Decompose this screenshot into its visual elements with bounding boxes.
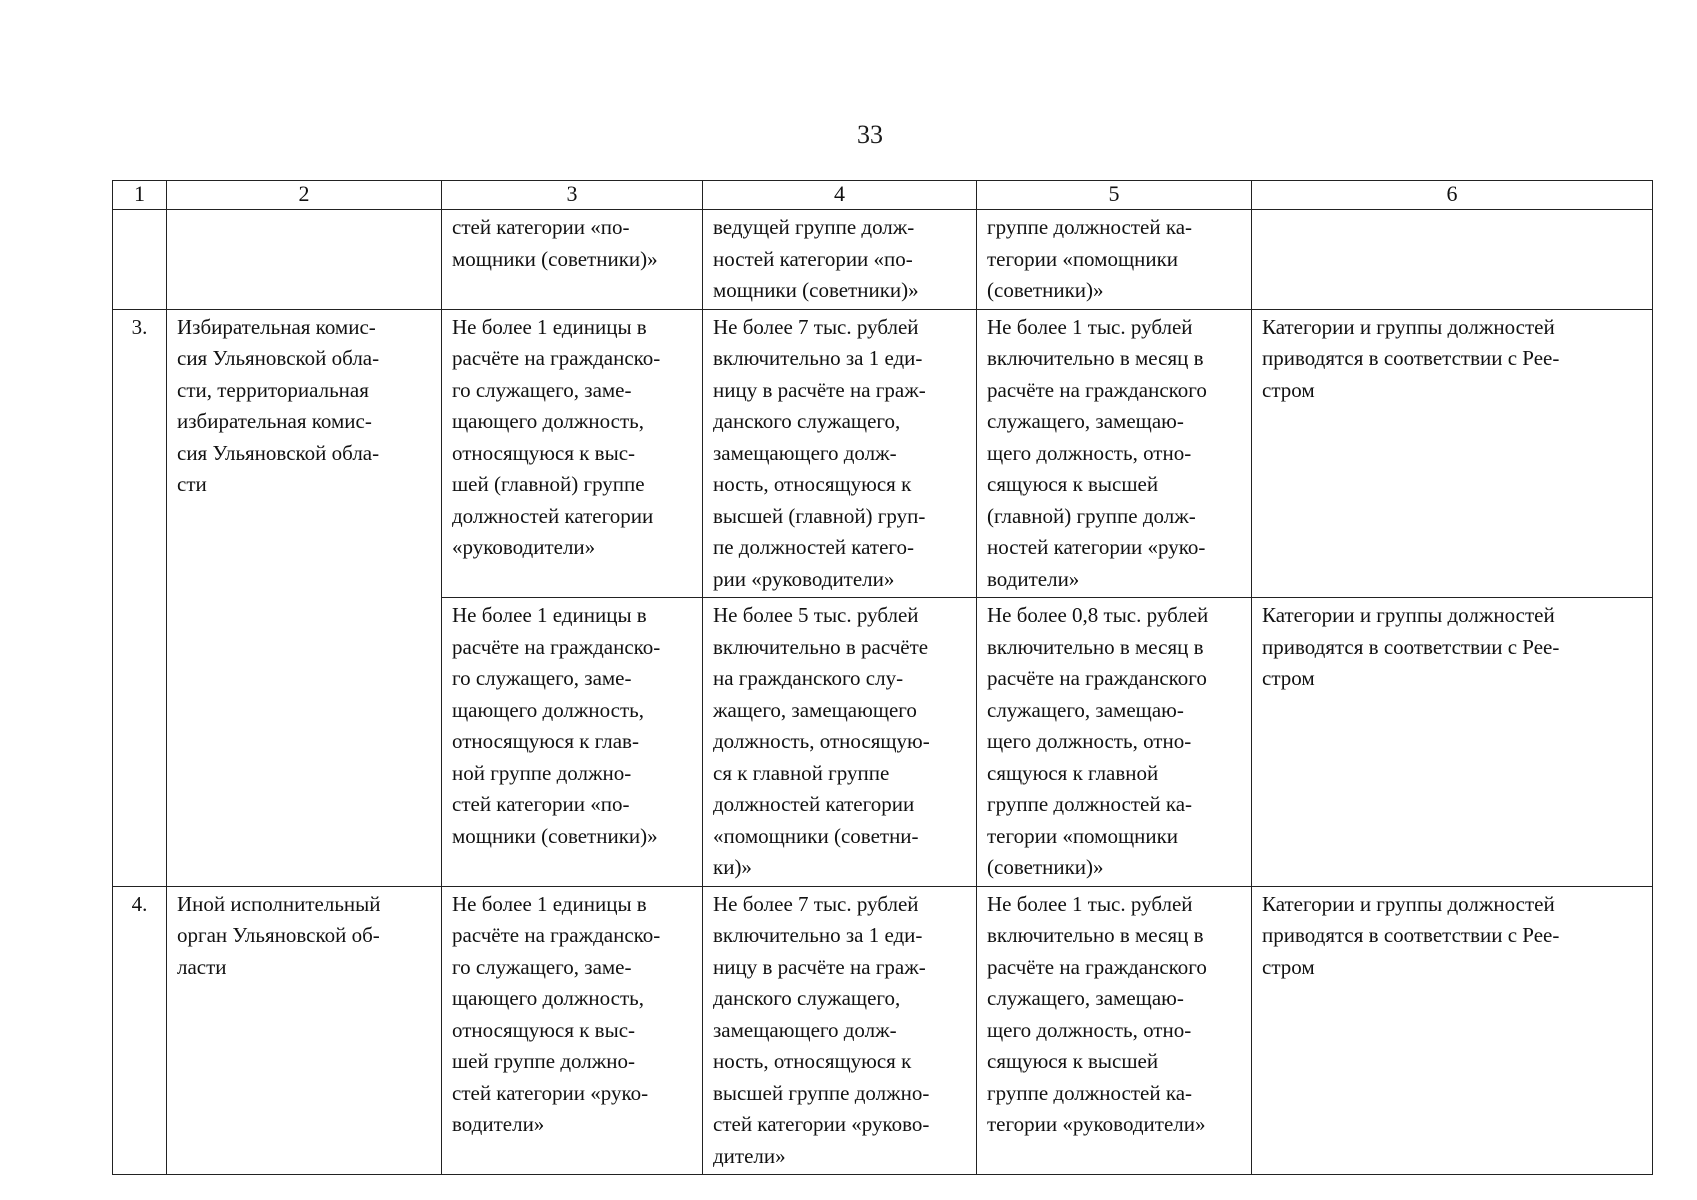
column-header: 2 <box>167 181 442 210</box>
organ-cell: Иной исполнительный орган Ульяновской об- ласти <box>167 886 442 1175</box>
monthly-cost-cell: Не более 0,8 тыс. рублей включительно в месяц в расчёте на гражданского служащего, замещаю- щего должность, отно- сящуюся к главной группе должностей ка- тегории «помощники (советники)» <box>977 598 1252 887</box>
column-header: 4 <box>703 181 977 210</box>
quantity-norm-cell: стей категории «по- мощники (советники)» <box>442 210 703 310</box>
column-header: 5 <box>977 181 1252 210</box>
note-cell <box>1252 210 1653 310</box>
note-cell: Категории и группы должностей приводятся в соответствии с Рее- стром <box>1252 598 1653 887</box>
monthly-cost-cell: Не более 1 тыс. рублей включительно в месяц в расчёте на гражданского служащего, замещаю- щего должность, отно- сящуюся к высшей (главной) группе долж- ностей категории «руко- водители» <box>977 309 1252 598</box>
organ-cell: Избирательная комис- сия Ульяновской обла- сти, территориальная избирательная комис- сия Ульяновской обла- сти <box>167 309 442 886</box>
table-row-3 <box>113 309 1653 598</box>
row-number-cell: 3. <box>113 309 167 886</box>
note-cell: Категории и группы должностей приводятся в соответствии с Рее- стром <box>1252 309 1653 598</box>
price-norm-cell: Не более 5 тыс. рублей включительно в расчёте на гражданского слу- жащего, замещающего должность, относящую- ся к главной группе должностей категории «помощники (советни- ки)» <box>703 598 977 887</box>
norms-table <box>112 180 1653 1175</box>
quantity-norm-cell: Не более 1 единицы в расчёте на гражданско- го служащего, заме- щающего должность, относящуюся к глав- ной группе должно- стей категории «по- мощники (советники)» <box>442 598 703 887</box>
organ-cell <box>167 210 442 310</box>
column-header: 3 <box>442 181 703 210</box>
price-norm-cell: Не более 7 тыс. рублей включительно за 1 еди- ницу в расчёте на граж- данского служащего, замещающего долж- ность, относящуюся к высшей группе должно- стей категории «руково- дители» <box>703 886 977 1175</box>
quantity-norm-cell: Не более 1 единицы в расчёте на гражданско- го служащего, заме- щающего должность, относящуюся к выс- шей группе должно- стей категории «руко- водители» <box>442 886 703 1175</box>
column-numbers-row <box>113 181 1653 210</box>
monthly-cost-cell: группе должностей ка- тегории «помощники (советники)» <box>977 210 1252 310</box>
note-cell: Категории и группы должностей приводятся в соответствии с Рее- стром <box>1252 886 1653 1175</box>
monthly-cost-cell: Не более 1 тыс. рублей включительно в месяц в расчёте на гражданского служащего, замещаю- щего должность, отно- сящуюся к высшей группе должностей ка- тегории «руководители» <box>977 886 1252 1175</box>
quantity-norm-cell: Не более 1 единицы в расчёте на гражданско- го служащего, заме- щающего должность, относящуюся к выс- шей (главной) группе должностей категории «руководители» <box>442 309 703 598</box>
row-number-cell <box>113 210 167 310</box>
price-norm-cell: Не более 7 тыс. рублей включительно за 1 еди- ницу в расчёте на граж- данского служащего, замещающего долж- ность, относящуюся к высшей (главной) груп- пе должностей катего- рии «руководители» <box>703 309 977 598</box>
price-norm-cell: ведущей группе долж- ностей категории «по- мощники (советники)» <box>703 210 977 310</box>
column-header: 6 <box>1252 181 1653 210</box>
table-row-continuation <box>113 210 1653 310</box>
row-number-cell: 4. <box>113 886 167 1175</box>
page-number: 33 <box>857 120 883 149</box>
table-row-4 <box>113 886 1653 1175</box>
column-header: 1 <box>113 181 167 210</box>
